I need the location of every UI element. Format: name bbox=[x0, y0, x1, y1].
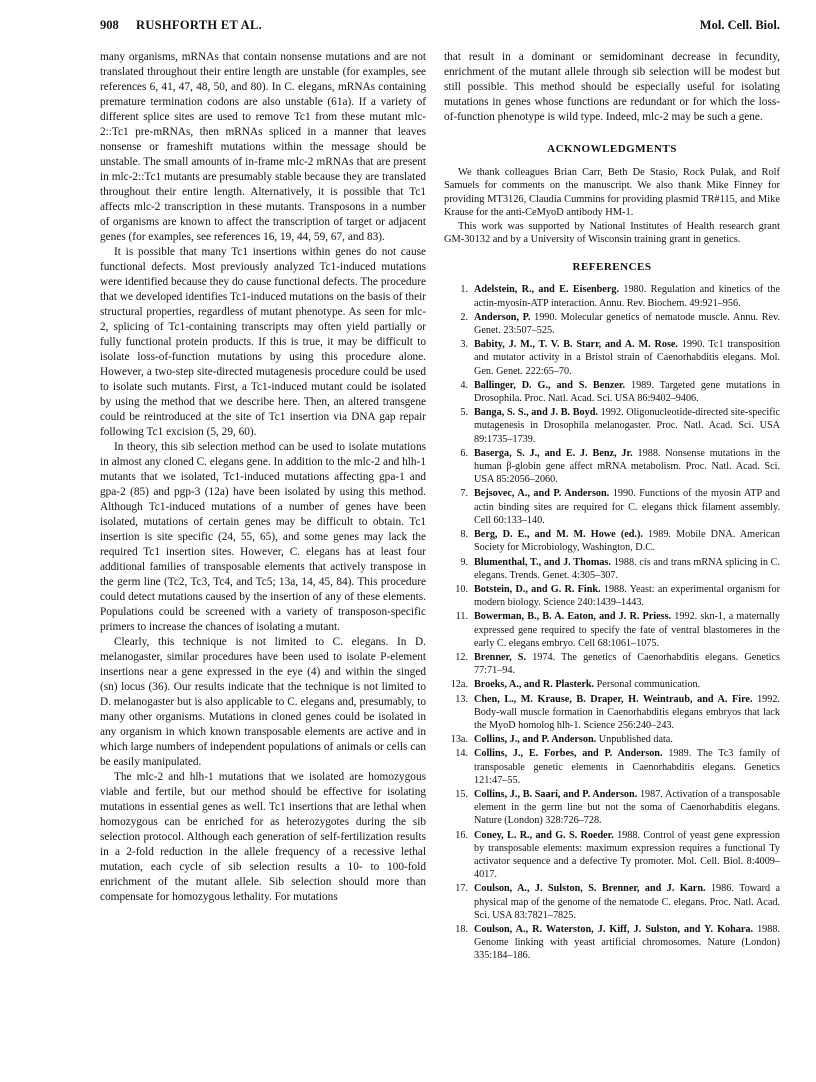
reference-number: 4. bbox=[460, 379, 468, 391]
body-paragraph: many organisms, mRNAs that contain nonsense mutations and are not translated throughout their entire length are unstable (for examples, see references 6, 41, 47, 48, 50, and 80). In C. elegans, mRNAs containing premature termination codons are also unstable (61a). If a variety of different splice sites are used to remove Tc1 from these mutant mlc-2::Tc1 pre-mRNAs, then mRNAs spliced in a manner that leaves nonsense or frameshift mutations within the message should be unstable. The small amounts of in-frame mlc-2 mRNAs that are present in mlc-2::Tc1 mutants are presumably stable because they are translated throughout their entire length. Alternatively, it is possible that Tc1 affects mlc-2 transcription in these mutants. Transposons in a number of organisms are known to affect the transcription of target or adjacent genes (for examples, see references 16, 19, 44, 59, 67, and 83). bbox=[100, 51, 426, 243]
reference-number: 1. bbox=[460, 284, 468, 296]
reference-number: 7. bbox=[460, 488, 468, 500]
body-paragraph: The mlc-2 and hlh-1 mutations that we isolated are homozygous viable and fertile, but our method should be effective for isolating mutations in essential genes as well. Tc1 insertions that are lethal when homozygous can be enriched for as heterozygotes during the sib selection protocol. Although each generation of self-fertilization results in a 2-fold reduction in the allele frequency of a recessive lethal mutation, each cycle of sib selection results a 10- to 100-fold enrichment of the mutant allele. Sib selection should more than compensate for homozygous lethality. For mutations bbox=[100, 771, 426, 903]
reference-item bbox=[444, 747, 780, 787]
reference-text: 1986. Toward a physical map of the genome of the nematode C. elegans. Proc. Natl. Acad. Sci. USA 83:7821–7825. bbox=[474, 883, 781, 921]
reference-number: 18. bbox=[455, 923, 468, 935]
reference-authors: Collins, J., and P. Anderson. bbox=[474, 734, 597, 746]
reference-authors: Bowerman, B., B. A. Eaton, and J. R. Priess. bbox=[474, 611, 672, 623]
reference-text: 1988. cis and trans mRNA splicing in C. elegans. Trends. Genet. 4:305–307. bbox=[474, 556, 781, 581]
reference-item bbox=[444, 788, 780, 828]
reference-number: 13a. bbox=[450, 734, 468, 746]
body-paragraph: In theory, this sib selection method can be used to isolate mutations in almost any cloned C. elegans gene. In addition to the mlc-2 and hlh-1 mutants that we isolated, Tc1-induced mutations affecting gpa-1 and gpa-2 (85) and pgp-3 (12a) have been isolated by using this method. Although Tc1-induced mutations of a number of genes have been isolated, mutations of certain genes may be difficult to obtain. Tc1 insertion is site specific (24, 55, 65), and some genes may lack the required Tc1 insertion sites. However, C. elegans has at least four additional families of transposable elements that actively transpose in the germ line (Tc2, Tc3, Tc4, and Tc5; 13a, 14, 45, 84). This procedure could detect mutations caused by the insertion of any of these elements. Populations could be screened with a variety of transposon-specific primers to increase the chances of isolating a mutant. bbox=[100, 441, 426, 633]
reference-number: 10. bbox=[455, 583, 468, 595]
reference-authors: Coulson, A., R. Waterston, J. Kiff, J. Sulston, and Y. Kohara. bbox=[474, 923, 754, 935]
reference-text: 1988. Control of yeast gene expression by transposable elements: maximum expression requires a functional Ty activator sequence and a defective Ty promoter. Mol. Cell. Biol. 8:4009–4017. bbox=[474, 829, 780, 881]
body-paragraph: Clearly, this technique is not limited to C. elegans. In D. melanogaster, similar procedures have been used to isolate P-element insertions near a gene expressed in the eye (4) and within the singed (sn) locus (36). Our results indicate that the technique is not limited to D. melanogaster but is also applicable to C. elegans and, presumably, to many other organisms. Mutations in cloned genes could be isolated in any organism in which known transposable elements are active and in which large numbers of independent populations of animals or cells can be easily manipulated. bbox=[100, 636, 426, 768]
reference-text: 1988. Yeast: an experimental organism for modern biology. Science 240:1439–1443. bbox=[474, 583, 780, 609]
reference-text: 1988. Nonsense mutations in the human β-globin gene affect mRNA metabolism. Proc. Natl. Acad. Sci. USA 85:2056–2060. bbox=[474, 447, 781, 486]
acknowledgments-paragraph: This work was supported by National Institutes of Health research grant GM-30132 and by a University of Wisconsin training grant in genetics. bbox=[444, 220, 780, 246]
reference-item bbox=[444, 556, 780, 582]
reference-number: 8. bbox=[460, 529, 468, 541]
reference-item bbox=[444, 678, 780, 691]
reference-number: 17. bbox=[455, 883, 468, 895]
reference-authors: Coney, L. R., and G. S. Roeder. bbox=[474, 829, 614, 841]
reference-authors: Anderson, P. bbox=[474, 311, 531, 323]
reference-item bbox=[444, 923, 780, 963]
reference-number: 5. bbox=[460, 407, 468, 419]
running-header bbox=[100, 18, 780, 34]
reference-item bbox=[444, 651, 780, 677]
acknowledgments-paragraph: We thank colleagues Brian Carr, Beth De Stasio, Rock Pulak, and Rolf Samuels for comments on the manuscript. We also thank Mike Finney for providing MT3126, Claudia Cummins for providing plasmid TR#115, and Mike Krause for the anti-CeMyoD antibody HM-1. bbox=[444, 167, 780, 219]
references-heading: REFERENCES bbox=[572, 261, 652, 274]
reference-item bbox=[444, 379, 780, 405]
reference-authors: Banga, S. S., and J. B. Boyd. bbox=[474, 407, 598, 419]
reference-authors: Collins, J., B. Saari, and P. Anderson. bbox=[474, 788, 638, 800]
reference-authors: Blumenthal, T., and J. Thomas. bbox=[474, 556, 611, 568]
reference-text: 1990. Tc1 transposition and mutator activity in a Bristol strain of Caenorhabditis elegans. Mol. Gen. Genet. 222:65–70. bbox=[474, 339, 781, 377]
reference-item bbox=[444, 610, 780, 650]
reference-number: 9. bbox=[460, 556, 468, 568]
reference-item bbox=[444, 487, 780, 527]
reference-authors: Botstein, D., and G. R. Fink. bbox=[474, 583, 601, 595]
reference-text: Unpublished data. bbox=[598, 734, 673, 746]
reference-item bbox=[444, 528, 780, 554]
reference-number: 6. bbox=[460, 447, 468, 459]
reference-number: 3. bbox=[460, 339, 468, 351]
reference-authors: Collins, J., E. Forbes, and P. Anderson. bbox=[474, 748, 663, 760]
reference-number: 15. bbox=[455, 788, 468, 800]
journal-name: Mol. Cell. Biol. bbox=[699, 18, 780, 32]
reference-authors: Ballinger, D. G., and S. Benzer. bbox=[474, 379, 626, 391]
reference-item bbox=[444, 882, 780, 922]
running-authors: RUSHFORTH ET AL. bbox=[136, 18, 263, 32]
reference-item bbox=[444, 829, 780, 882]
acknowledgments-heading: ACKNOWLEDGMENTS bbox=[547, 143, 677, 155]
reference-authors: Adelstein, R., and E. Eisenberg. bbox=[474, 284, 619, 296]
page-number: 908 bbox=[100, 18, 119, 32]
reference-text: 1988. Genome linking with yeast artificial chromosomes. Nature (London) 335:184–186. bbox=[474, 923, 780, 962]
reference-authors: Brenner, S. bbox=[474, 651, 527, 663]
reference-number: 14. bbox=[455, 748, 468, 760]
reference-text: 1990. Functions of the myosin ATP and actin binding sites are required for C. elegans thick filament assembly. Cell 60:133–140. bbox=[474, 488, 780, 526]
reference-text: 1992. skn-1, a maternally expressed gene required to specify the fate of ventral blastomeres in the early C. elegans embryo. Cell 68:1061–1075. bbox=[474, 611, 780, 649]
reference-item bbox=[444, 406, 780, 446]
reference-item bbox=[444, 311, 780, 337]
reference-text: 1989. The Tc3 family of transposable genetic elements in Caenorhabditis elegans. Genetics 121:47–55. bbox=[474, 748, 781, 786]
reference-authors: Babity, J. M., T. V. B. Starr, and A. M. Rose. bbox=[474, 339, 678, 351]
reference-text: Personal communication. bbox=[596, 679, 701, 691]
reference-text: 1980. Regulation and kinetics of the actin-myosin-ATP interaction. Annu. Rev. Biochem. 49:921–956. bbox=[474, 284, 780, 309]
reference-list bbox=[444, 283, 780, 962]
reference-text: 1989. Targeted gene mutations in Drosophila. Proc. Natl. Acad. Sci. USA 86:9402–9406. bbox=[474, 379, 780, 405]
reference-authors: Bejsovec, A., and P. Anderson. bbox=[474, 488, 610, 500]
body-paragraph: It is possible that many Tc1 insertions within genes do not cause functional defects. Most previously analyzed Tc1-induced mutations were identified because they do cause functional defects. The procedure that we developed identifies Tc1-induced mutations on the basis of their structural properties, regardless of mutant phenotype. As seen for mlc-2, splicing of Tc1-containing transcripts may often yield partially or fully functional protein products. If this is true, it may be difficult to isolate loss-of-function mutations by using this procedure alone. However, a two-step site-directed mutagenesis procedure could be used to isolate such mutants. First, a Tc1-induced mutant could be isolated by using the method that we describe here. Then, an altered transgene could be reintroduced at the site of Tc1 insertion via DNA gap repair following Tc1 excision (5, 29, 60). bbox=[100, 246, 426, 438]
reference-authors: Chen, L., M. Krause, B. Draper, H. Weintraub, and A. Fire. bbox=[474, 693, 753, 705]
reference-item bbox=[444, 733, 780, 746]
reference-item bbox=[444, 338, 780, 378]
body-paragraph: that result in a dominant or semidominant decrease in fecundity, enrichment of the mutant allele through sib selection will be modest but still possible. This method should be especially useful for isolating mutations in genes whose functions are redundant or for which the loss-of-function phenotype is wild type. Indeed, mlc-2 may be such a gene. bbox=[444, 51, 780, 123]
reference-text: 1990. Molecular genetics of nematode muscle. Annu. Rev. Genet. 23:507–525. bbox=[474, 311, 781, 337]
reference-number: 12a. bbox=[450, 679, 468, 691]
reference-number: 16. bbox=[455, 829, 468, 841]
reference-number: 11. bbox=[455, 611, 468, 623]
reference-text: 1987. Activation of a transposable element in the germ line but not the soma of Caenorhabditis elegans. Nature (London) 328:726–728. bbox=[474, 788, 781, 827]
reference-text: 1992. Body-wall muscle formation in Caenorhabditis elegans embryos that lack the MyoD homolog hlh-1. Science 256:240–243. bbox=[474, 693, 780, 731]
reference-item bbox=[444, 447, 780, 487]
reference-text: 1992. Oligonucleotide-directed site-specific mutagenesis in Drosophila melanogaster. Proc. Natl. Acad. Sci. USA 89:1735–1739. bbox=[474, 407, 780, 445]
reference-authors: Baserga, S. J., and E. J. Benz, Jr. bbox=[474, 447, 633, 459]
reference-item bbox=[444, 693, 780, 733]
reference-number: 13. bbox=[455, 693, 468, 705]
reference-authors: Coulson, A., J. Sulston, S. Brenner, and J. Karn. bbox=[474, 883, 706, 895]
reference-number: 2. bbox=[460, 311, 468, 323]
reference-text: 1989. Mobile DNA. American Society for Microbiology, Washington, D.C. bbox=[474, 529, 780, 554]
left-column bbox=[100, 50, 426, 905]
reference-authors: Berg, D. E., and M. M. Howe (ed.). bbox=[474, 529, 643, 541]
reference-item bbox=[444, 283, 780, 309]
reference-authors: Broeks, A., and R. Plasterk. bbox=[474, 679, 595, 691]
reference-text: 1974. The genetics of Caenorhabditis elegans. Genetics 77:71–94. bbox=[474, 651, 781, 677]
reference-item bbox=[444, 583, 780, 609]
reference-number: 12. bbox=[455, 651, 468, 663]
right-column bbox=[444, 50, 780, 964]
